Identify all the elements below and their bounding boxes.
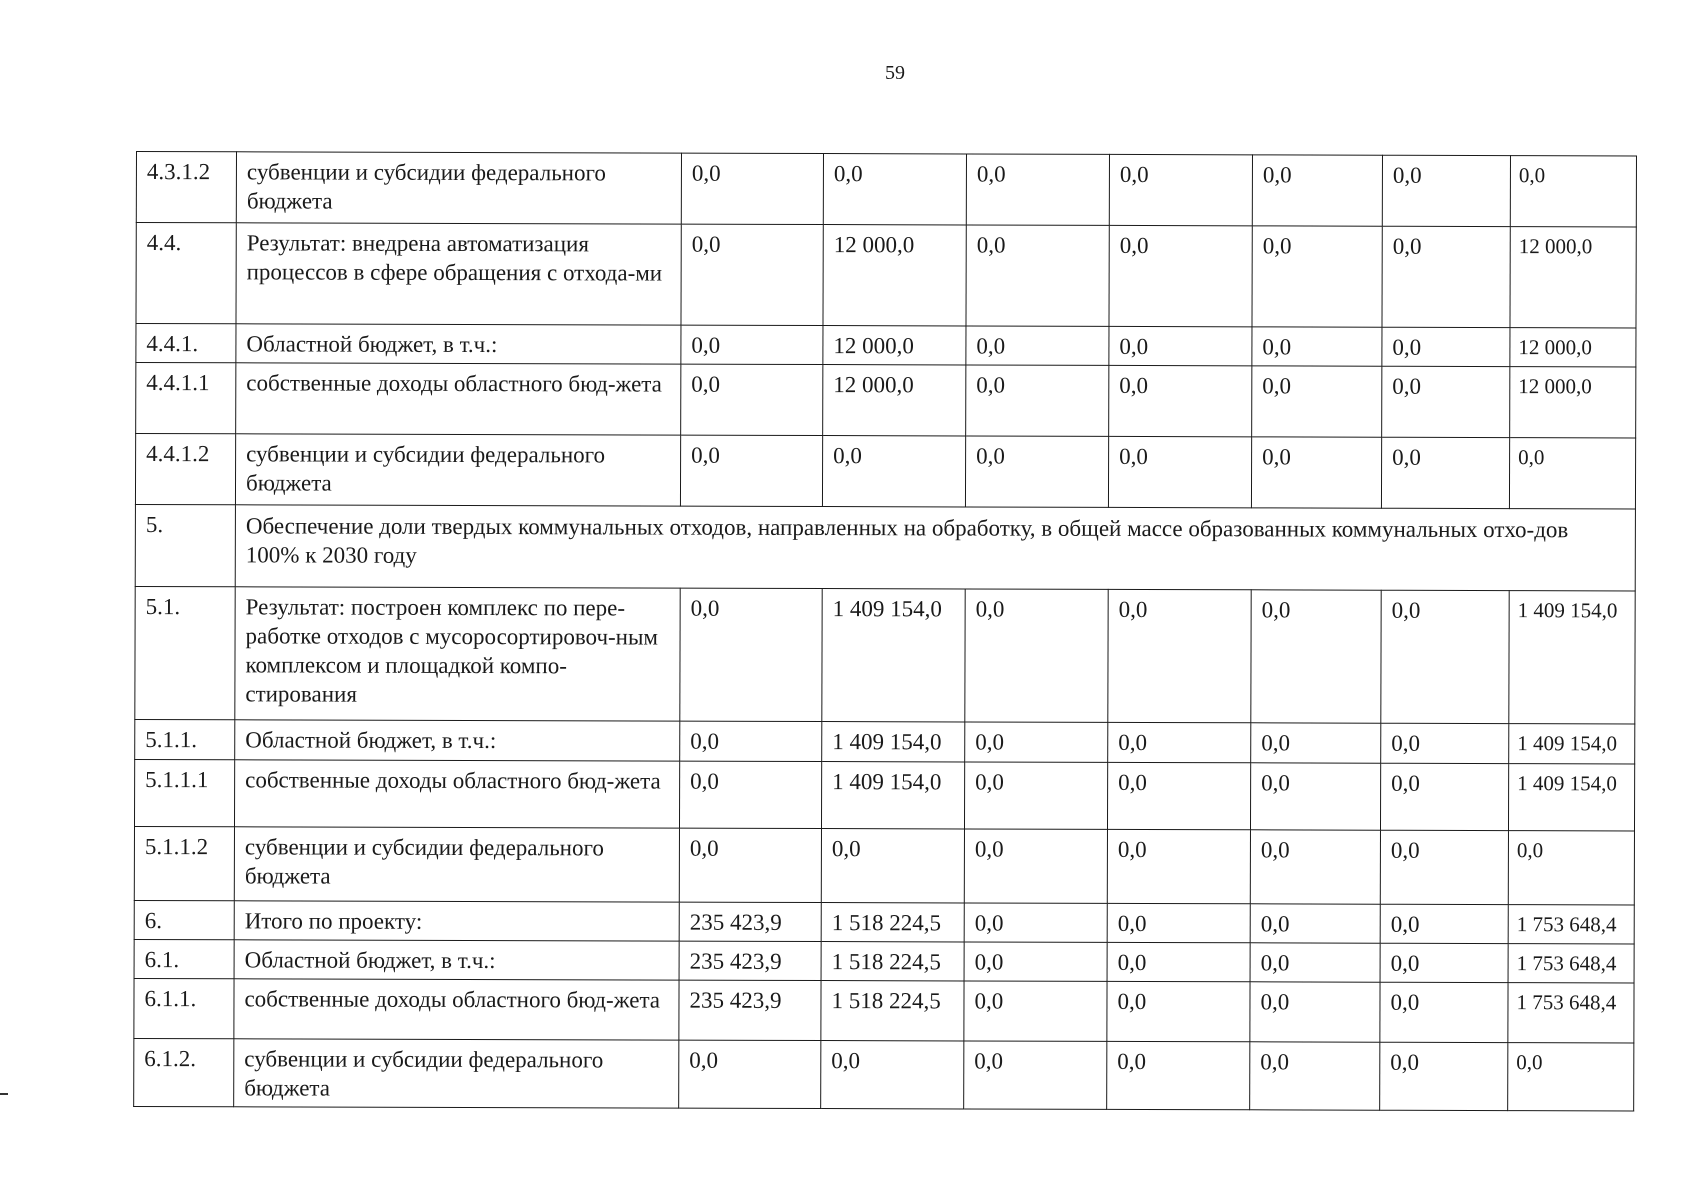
value-cell: 0,0 bbox=[1380, 943, 1508, 982]
row-number-cell: 5.1.1.2 bbox=[134, 826, 234, 900]
value-cell: 0,0 bbox=[1107, 981, 1250, 1041]
value-cell: 0,0 bbox=[1109, 225, 1252, 326]
value-cell: 12 000,0 bbox=[1510, 367, 1636, 438]
value-cell: 0,0 bbox=[1109, 326, 1252, 365]
value-cell: 0,0 bbox=[1108, 722, 1251, 762]
value-cell: 0,0 bbox=[1252, 155, 1382, 226]
value-cell: 0,0 bbox=[1381, 437, 1509, 508]
value-cell: 0,0 bbox=[680, 721, 822, 761]
value-cell: 0,0 bbox=[1381, 723, 1509, 763]
value-cell: 0,0 bbox=[1108, 589, 1251, 722]
value-cell: 0,0 bbox=[1250, 830, 1380, 904]
budget-table bbox=[133, 151, 1637, 1111]
row-name-cell: Результат: внедрена автоматизация процессов в сфере обращения с отхода-ми bbox=[236, 223, 681, 325]
row-name-cell: субвенции и субсидии федерального бюджета bbox=[235, 434, 680, 506]
value-cell: 1 409 154,0 bbox=[822, 589, 965, 722]
value-cell: 12 000,0 bbox=[1510, 227, 1636, 328]
value-cell: 0,0 bbox=[1380, 1042, 1508, 1110]
value-cell: 0,0 bbox=[822, 436, 965, 507]
value-cell: 1 753 648,4 bbox=[1508, 905, 1634, 944]
table-row bbox=[136, 152, 1636, 227]
value-cell: 0,0 bbox=[964, 981, 1107, 1041]
row-name-cell: Областной бюджет, в т.ч.: bbox=[234, 940, 679, 980]
row-name-cell: Итого по проекту: bbox=[234, 901, 679, 941]
value-cell: 0,0 bbox=[1382, 155, 1510, 226]
value-cell: 12 000,0 bbox=[823, 326, 966, 365]
value-cell: 0,0 bbox=[1380, 763, 1508, 830]
value-cell: 0,0 bbox=[1508, 831, 1634, 905]
value-cell: 0,0 bbox=[1107, 942, 1250, 981]
value-cell: 235 423,9 bbox=[679, 941, 821, 980]
value-cell: 0,0 bbox=[1250, 1042, 1380, 1110]
value-cell: 1 518 224,5 bbox=[821, 903, 964, 942]
value-cell: 0,0 bbox=[1107, 762, 1250, 829]
value-cell: 0,0 bbox=[823, 154, 966, 225]
row-name-cell: субвенции и субсидии федерального бюджета bbox=[234, 827, 679, 902]
value-cell: 0,0 bbox=[681, 224, 823, 325]
value-cell: 1 409 154,0 bbox=[1509, 724, 1635, 764]
value-cell: 0,0 bbox=[1250, 904, 1380, 943]
value-cell: 0,0 bbox=[1251, 723, 1381, 763]
value-cell: 0,0 bbox=[680, 588, 822, 721]
value-cell: 0,0 bbox=[966, 326, 1109, 365]
budget-table-body bbox=[134, 152, 1637, 1111]
value-cell: 0,0 bbox=[679, 828, 821, 902]
value-cell: 0,0 bbox=[964, 829, 1107, 903]
value-cell: 0,0 bbox=[1250, 982, 1380, 1042]
table-row bbox=[135, 434, 1635, 509]
value-cell: 1 409 154,0 bbox=[1509, 591, 1635, 724]
value-cell: 0,0 bbox=[681, 325, 823, 364]
margin-mark bbox=[0, 1093, 8, 1095]
value-cell: 0,0 bbox=[1510, 156, 1636, 227]
page-number: 59 bbox=[885, 62, 905, 84]
value-cell: 0,0 bbox=[964, 762, 1107, 829]
table-row bbox=[135, 504, 1635, 590]
row-name-cell: Результат: построен комплекс по пере-работке отходов с мусоросортировоч-ным комплексом и площадкой компо-стирования bbox=[235, 587, 680, 721]
value-cell: 0,0 bbox=[1252, 226, 1382, 327]
table-row bbox=[134, 939, 1634, 982]
value-cell: 0,0 bbox=[1252, 366, 1382, 437]
value-cell: 235 423,9 bbox=[679, 980, 821, 1040]
value-cell: 1 409 154,0 bbox=[822, 722, 965, 762]
value-cell: 0,0 bbox=[964, 1041, 1107, 1109]
row-number-cell: 6.1. bbox=[134, 939, 234, 978]
value-cell: 0,0 bbox=[1108, 436, 1251, 507]
value-cell: 1 753 648,4 bbox=[1508, 983, 1634, 1043]
value-cell: 0,0 bbox=[1380, 830, 1508, 904]
value-cell: 0,0 bbox=[1382, 366, 1510, 437]
row-number-cell: 6.1.1. bbox=[134, 978, 234, 1038]
row-name-cell: Областной бюджет, в т.ч.: bbox=[235, 720, 680, 761]
row-name-cell: собственные доходы областного бюд-жета bbox=[234, 760, 679, 828]
value-cell: 0,0 bbox=[964, 942, 1107, 981]
value-cell: 0,0 bbox=[964, 903, 1107, 942]
value-cell: 0,0 bbox=[965, 589, 1108, 722]
value-cell: 1 753 648,4 bbox=[1508, 944, 1634, 983]
value-cell: 1 409 154,0 bbox=[821, 762, 964, 829]
row-number-cell: 4.4.1.1 bbox=[136, 363, 236, 434]
row-number-cell: 5.1.1.1 bbox=[134, 759, 234, 826]
value-cell: 0,0 bbox=[680, 435, 822, 506]
row-number-cell: 4.4.1. bbox=[136, 324, 236, 363]
value-cell: 0,0 bbox=[681, 364, 823, 435]
table-row bbox=[135, 719, 1635, 763]
value-cell: 12 000,0 bbox=[823, 225, 966, 326]
value-cell: 0,0 bbox=[965, 436, 1108, 507]
value-cell: 0,0 bbox=[1382, 327, 1510, 366]
table-row bbox=[136, 324, 1636, 367]
row-name-cell: субвенции и субсидии федерального бюджета bbox=[236, 152, 681, 224]
row-name-cell: собственные доходы областного бюд-жета bbox=[234, 979, 679, 1040]
value-cell: 0,0 bbox=[1107, 903, 1250, 942]
value-cell: 0,0 bbox=[1109, 365, 1252, 436]
value-cell: 0,0 bbox=[679, 1040, 821, 1108]
value-cell: 0,0 bbox=[965, 722, 1108, 762]
row-name-cell: субвенции и субсидии федерального бюджета bbox=[234, 1039, 679, 1108]
value-cell: 0,0 bbox=[1382, 226, 1510, 327]
value-cell: 0,0 bbox=[966, 225, 1109, 326]
table-row bbox=[134, 1038, 1634, 1110]
value-cell: 0,0 bbox=[1380, 904, 1508, 943]
row-number-cell: 4.4. bbox=[136, 223, 236, 324]
value-cell: 0,0 bbox=[821, 829, 964, 903]
value-cell: 235 423,9 bbox=[679, 902, 821, 941]
table-row bbox=[136, 363, 1636, 438]
value-cell: 0,0 bbox=[679, 761, 821, 828]
value-cell: 0,0 bbox=[1250, 763, 1380, 830]
value-cell: 12 000,0 bbox=[823, 365, 966, 436]
value-cell: 0,0 bbox=[1251, 590, 1381, 723]
value-cell: 0,0 bbox=[1107, 829, 1250, 903]
value-cell: 0,0 bbox=[1251, 437, 1381, 508]
table-row bbox=[134, 978, 1634, 1042]
value-cell: 0,0 bbox=[821, 1041, 964, 1109]
value-cell: 1 518 224,5 bbox=[821, 981, 964, 1041]
value-cell: 0,0 bbox=[1252, 327, 1382, 366]
value-cell: 1 409 154,0 bbox=[1508, 764, 1634, 831]
row-number-cell: 5. bbox=[135, 504, 235, 586]
row-number-cell: 5.1.1. bbox=[135, 719, 235, 759]
row-name-cell: собственные доходы областного бюд-жета bbox=[236, 363, 681, 435]
value-cell: 0,0 bbox=[1381, 590, 1509, 723]
value-cell: 0,0 bbox=[1250, 943, 1380, 982]
table-row bbox=[136, 223, 1636, 328]
row-number-cell: 6. bbox=[134, 900, 234, 939]
value-cell: 12 000,0 bbox=[1510, 328, 1636, 367]
table-row bbox=[135, 586, 1635, 723]
table-row bbox=[134, 826, 1634, 904]
value-cell: 0,0 bbox=[681, 153, 823, 224]
value-cell: 1 518 224,5 bbox=[821, 942, 964, 981]
value-cell: 0,0 bbox=[1508, 1043, 1634, 1111]
row-number-cell: 4.3.1.2 bbox=[136, 152, 236, 223]
table-row bbox=[134, 759, 1634, 830]
row-number-cell: 4.4.1.2 bbox=[135, 434, 235, 505]
value-cell: 0,0 bbox=[1509, 438, 1635, 509]
value-cell: 0,0 bbox=[966, 365, 1109, 436]
value-cell: 0,0 bbox=[966, 154, 1109, 225]
budget-table-container bbox=[133, 151, 1637, 1111]
value-cell: 0,0 bbox=[1107, 1041, 1250, 1109]
value-cell: 0,0 bbox=[1380, 982, 1508, 1042]
row-name-cell: Обеспечение доли твердых коммунальных отходов, направленных на обработку, в общей массе образованных коммунальных отхо-дов 100% к 2030 году bbox=[235, 505, 1635, 591]
table-row bbox=[134, 900, 1634, 943]
value-cell: 0,0 bbox=[1109, 154, 1252, 225]
row-number-cell: 6.1.2. bbox=[134, 1038, 234, 1106]
row-name-cell: Областной бюджет, в т.ч.: bbox=[236, 324, 681, 364]
row-number-cell: 5.1. bbox=[135, 586, 235, 719]
